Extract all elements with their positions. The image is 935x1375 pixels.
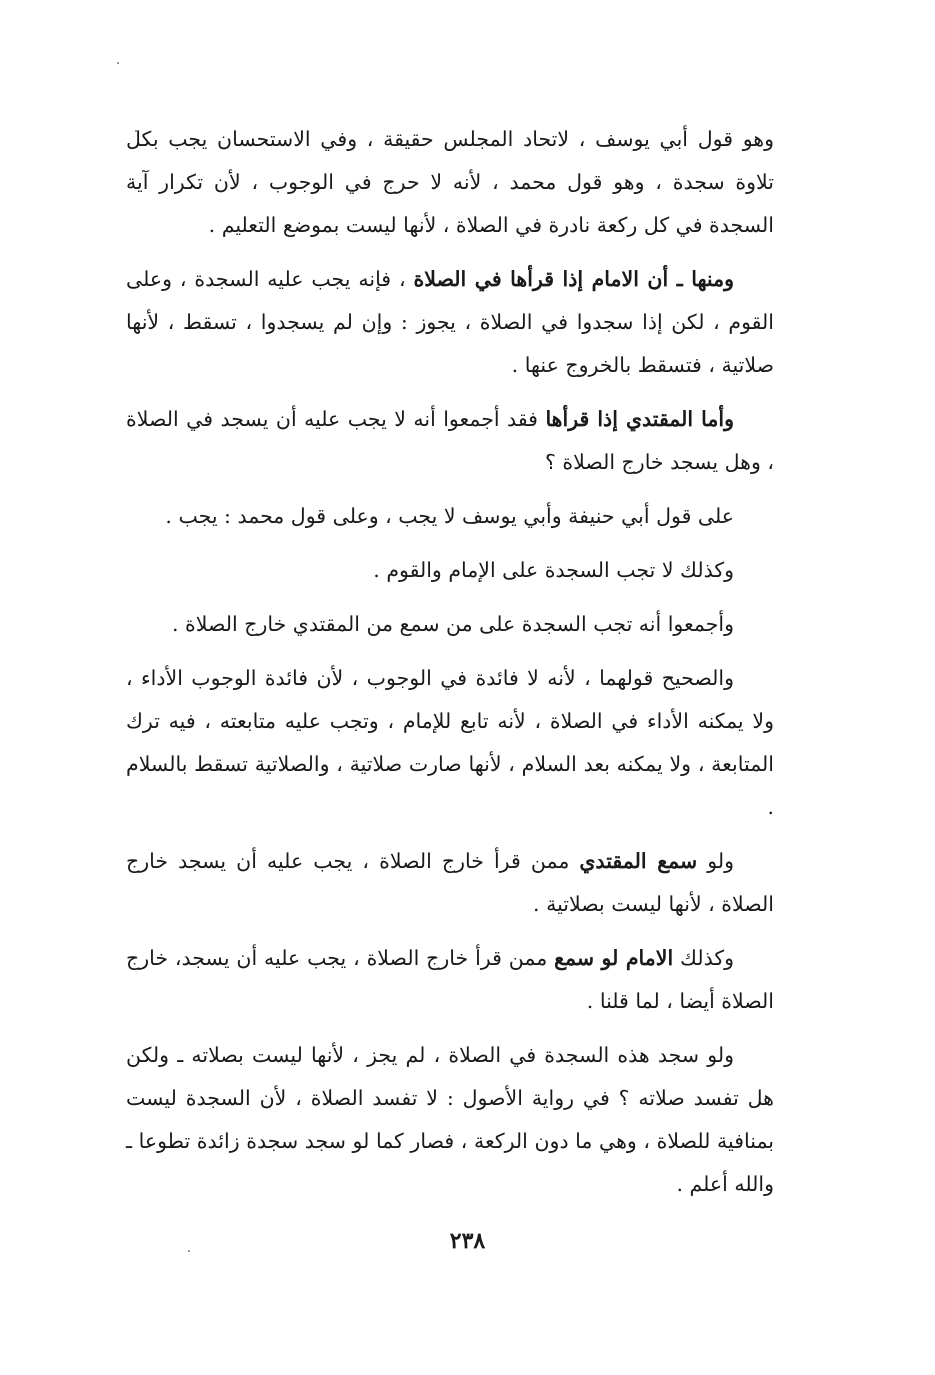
paragraph xyxy=(126,258,774,387)
bold-heading-text: وأما المقتدي إذا قرأها xyxy=(545,407,734,431)
body-text xyxy=(126,118,774,1217)
paragraph-text: وكذلك لا تجب السجدة على الإمام والقوم . xyxy=(373,558,734,582)
paragraph-text: وهو قول أبي يوسف ، لاتحاد المجلس حقيقة ، وفي الاستحسان يجب بكل تلاوة سجدة ، وهو قول محمد ، لأنه لا حرج في الوجوب ، لأن تكرار آية السجدة في كل ركعة نادرة في الصلاة ، لأنها ليست بموضع التعليم . xyxy=(126,127,774,237)
paragraph-text: ، فإنه يجب عليه السجدة ، وعلى القوم ، لكن إذا سجدوا في الصلاة ، يجوز : وإن لم يسجدوا ، تسقط ، لأنها صلاتية ، فتسقط بالخروج عنها . xyxy=(126,267,774,377)
paragraph-text: وأجمعوا أنه تجب السجدة على من سمع من المقتدي خارج الصلاة . xyxy=(171,612,734,636)
bold-heading-text: سمع المقتدي xyxy=(579,849,698,873)
paragraph-text: وكذلك xyxy=(673,946,734,970)
page-number: ٢٣٨ xyxy=(449,1228,486,1254)
paragraph-text: ممن قرأ خارج الصلاة ، يجب عليه أن يسجد، خارج الصلاة أيضا ، لما قلنا . xyxy=(126,946,774,1013)
paragraph xyxy=(126,118,774,247)
paragraph-text: على قول أبي حنيفة وأبي يوسف لا يجب ، وعلى قول محمد : يجب . xyxy=(165,504,734,528)
paragraph xyxy=(126,549,774,592)
paragraph-text: ممن قرأ خارج الصلاة ، يجب عليه أن يسجد خارج الصلاة ، لأنها ليست بصلاتية . xyxy=(126,849,774,916)
bold-heading-text: ومنها ـ أن الامام إذا قرأها في الصلاة xyxy=(413,267,735,291)
paragraph xyxy=(126,398,774,484)
scan-speck xyxy=(117,62,119,64)
paragraph xyxy=(126,1034,774,1206)
paragraph-text: ولو سجد هذه السجدة في الصلاة ، لم يجز ، لأنها ليست بصلاته ـ ولكن هل تفسد صلاته ؟ في رواية الأصول : لا تفسد الصلاة ، لأن السجدة ليست بمنافية للصلاة ، وهي ما دون الركعة ، فصار كما لو سجد سجدة زائدة تطوعا ـ والله أعلم . xyxy=(126,1043,774,1196)
paragraph xyxy=(126,495,774,538)
paragraph xyxy=(126,603,774,646)
paragraph xyxy=(126,937,774,1023)
paragraph xyxy=(126,840,774,926)
bold-heading-text: الامام لو سمع xyxy=(554,946,674,970)
paragraph-text: ولو xyxy=(697,849,734,873)
paragraph-text: والصحيح قولهما ، لأنه لا فائدة في الوجوب ، لأن فائدة الوجوب الأداء ، ولا يمكنه الأداء في الصلاة ، لأنه تابع للإمام ، وتجب عليه متابعته ، فيه ترك المتابعة ، ولا يمكنه بعد السلام ، لأنها صارت صلاتية ، والصلاتية تسقط بالسلام . xyxy=(126,666,774,819)
paragraph-text: فقد أجمعوا أنه لا يجب عليه أن يسجد في الصلاة ، وهل يسجد خارج الصلاة ؟ xyxy=(126,407,774,474)
paragraph xyxy=(126,657,774,829)
